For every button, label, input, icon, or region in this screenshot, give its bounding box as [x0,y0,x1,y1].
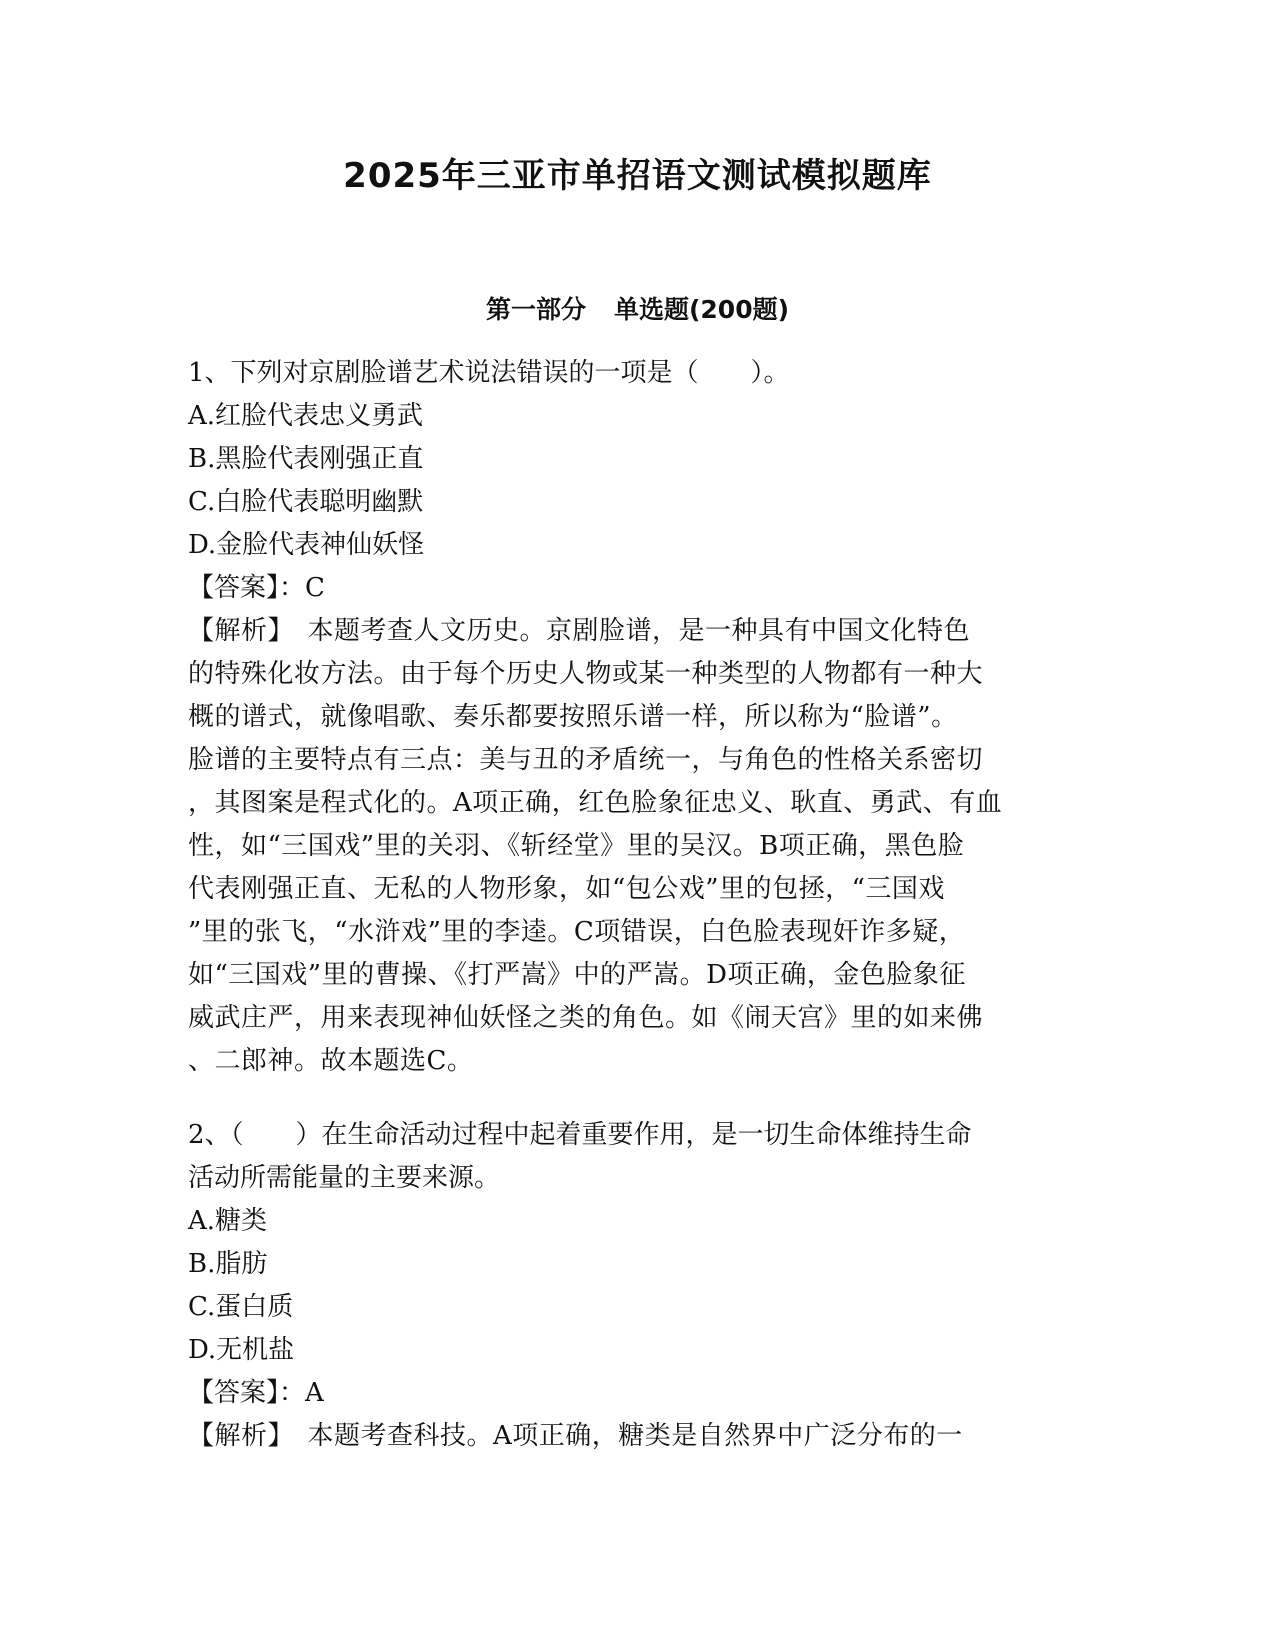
section-part: 第一部分 [485,295,586,324]
option-b: B.黑脸代表刚强正直 [188,444,424,474]
explanation-line: 如“三国戏”里的曹操、《打严嵩》中的严嵩。D项正确，金色脸象征 [188,960,966,990]
option-d: D.金脸代表神仙妖怪 [188,530,425,560]
document-title: 2025年三亚市单招语文测试模拟题库 [343,156,932,196]
option-a: A.糖类 [188,1206,268,1236]
explanation-line: 的特殊化妆方法。由于每个历史人物或某一种类型的人物都有一种大 [188,659,984,689]
answer: 【答案】：C [188,573,325,603]
question-stem: 1、下列对京剧脸谱艺术说法错误的一项是（ ）。 [188,358,790,388]
section-name: 单选题(200题) [613,295,790,324]
option-d: D.无机盐 [188,1335,295,1365]
option-c: C.蛋白质 [188,1292,294,1322]
explanation [188,1415,1088,1458]
explanation-line: 代表刚强正直、无私的人物形象，如“包公戏”里的包拯，“三国戏 [188,874,945,904]
question-2 [188,1114,1088,1458]
explanation-line: 【解析】 本题考查科技。A项正确，糖类是自然界中广泛分布的一 [188,1421,963,1451]
explanation-line: 性，如“三国戏”里的关羽、《斩经堂》里的吴汉。B项正确，黑色脸 [188,831,965,861]
question-1 [188,352,1088,1083]
explanation-line: 【解析】 本题考查人文历史。京剧脸谱，是一种具有中国文化特色 [188,616,971,646]
explanation-line: 、二郎神。故本题选C。 [188,1046,474,1076]
question-stem: 活动所需能量的主要来源。 [188,1163,501,1193]
section-heading [0,290,1275,326]
question-stem: 2、（ ）在生命活动过程中起着重要作用，是一切生命体维持生命 [188,1120,972,1150]
explanation-line: 威武庄严，用来表现神仙妖怪之类的角色。如《闹天宫》里的如来佛 [188,1003,984,1033]
option-a: A.红脸代表忠义勇武 [188,401,424,431]
explanation-line: 脸谱的主要特点有三点：美与丑的矛盾统一，与角色的性格关系密切 [188,745,984,775]
explanation-line: 概的谱式，就像唱歌、奏乐都要按照乐谱一样，所以称为“脸谱”。 [188,702,958,732]
option-b: B.脂肪 [188,1249,268,1279]
explanation-line: ，其图案是程式化的。A项正确，红色脸象征忠义、耿直、勇武、有血 [188,788,1003,818]
explanation-line: ”里的张飞，“水浒戏”里的李逵。C项错误，白色脸表现奸诈多疑， [188,917,966,947]
option-c: C.白脸代表聪明幽默 [188,487,424,517]
explanation [188,610,1088,1083]
answer: 【答案】：A [188,1378,324,1408]
